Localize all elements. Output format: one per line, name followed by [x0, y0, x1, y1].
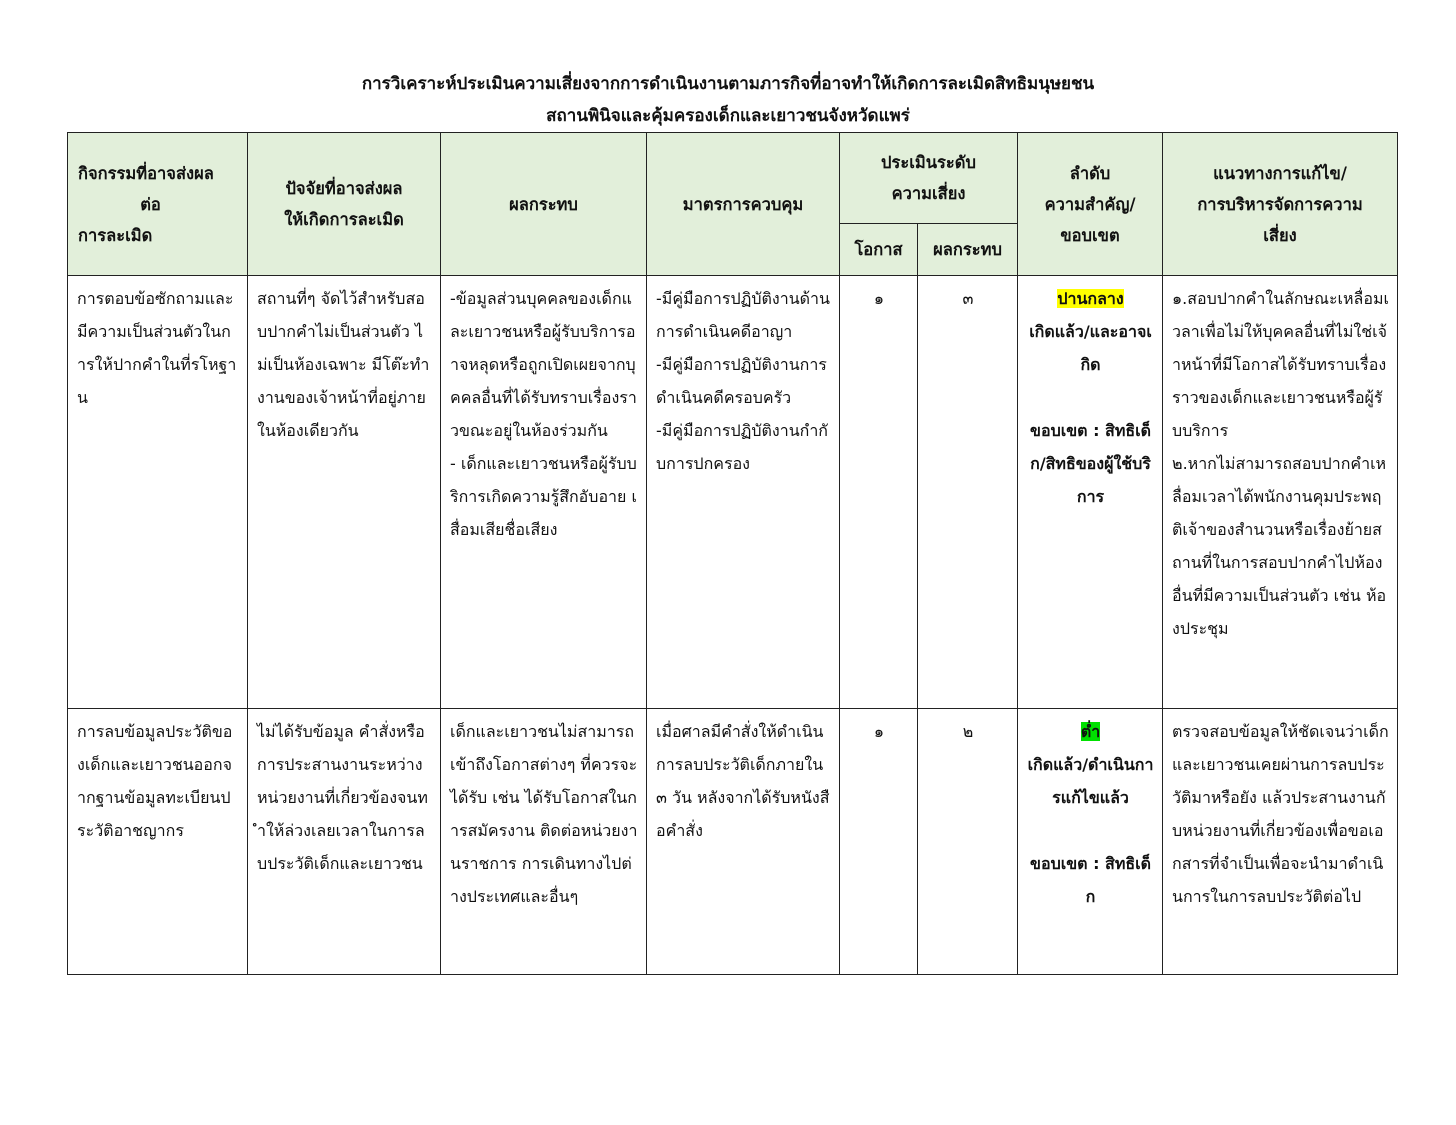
header-risk-assessment: ประเมินระดับ ความเสี่ยง — [840, 133, 1018, 224]
header-rank: ลำดับ ความสำคัญ/ ขอบเขต — [1018, 133, 1163, 276]
cell-likelihood: ๑ — [840, 709, 918, 975]
cell-likelihood: ๑ — [840, 276, 918, 709]
risk-level-badge: ปานกลาง — [1057, 289, 1124, 308]
cell-solution: ๑.สอบปากคำในลักษณะเหลื่อมเวลาเพื่อไม่ให้บุคคลอื่นที่ไม่ใช่เจ้าหน้าที่มีโอกาสได้รับทราบเรื่องราวของเด็กและเยาวชนหรือผู้รับบริการ ๒.หากไม่สามารถสอบปากคำเหลื่อมเวลาได้พนักงานคุมประพฤติเจ้าของสำนวนหรือเรื่องย้ายสถานที่ในการสอบปากคำไปห้องอื่นที่มีความเป็นส่วนตัว เช่น ห้องประชุม — [1163, 276, 1398, 709]
cell-impact: -ข้อมูลส่วนบุคคลของเด็กและเยาวชนหรือผู้รับบริการอาจหลุดหรือถูกเปิดเผยจากบุคคลอื่นที่ได้รับทราบเรื่องราวขณะอยู่ในห้องร่วมกัน - เด็กและเยาวชนหรือผู้รับบริการเกิดความรู้สึกอับอาย เสื่อมเสียชื่อเสียง — [441, 276, 647, 709]
table-row — [68, 709, 1398, 975]
header-factor: ปัจจัยที่อาจส่งผล ให้เกิดการละเมิด — [248, 133, 441, 276]
header-risk-impact: ผลกระทบ — [918, 224, 1018, 276]
document-title: การวิเคราะห์ประเมินความเสี่ยงจากการดำเนินงานตามภารกิจที่อาจทำให้เกิดการละเมิดสิทธิมนุษยชน — [361, 74, 1095, 94]
cell-rank — [1018, 709, 1163, 975]
document-subtitle: สถานพินิจและคุ้มครองเด็กและเยาวชนจังหวัดแพร่ — [546, 106, 910, 126]
risk-status: เกิดแล้ว/และอาจเกิด — [1029, 322, 1152, 374]
cell-rank — [1018, 276, 1163, 709]
risk-status: เกิดแล้ว/ดำเนินการแก้ไขแล้ว — [1027, 755, 1154, 807]
header-impact: ผลกระทบ — [441, 133, 647, 276]
risk-scope: ขอบเขต : สิทธิเด็ก — [1030, 854, 1151, 906]
cell-solution: ตรวจสอบข้อมูลให้ชัดเจนว่าเด็กและเยาวชนเคยผ่านการลบประวัติมาหรือยัง แล้วประสานงานกับหน่วยงานที่เกี่ยวข้องเพื่อขอเอกสารที่จำเป็นเพื่อจะนำมาดำเนินการในการลบประวัติต่อไป — [1163, 709, 1398, 975]
header-solution: แนวทางการแก้ไข/ การบริหารจัดการความ เสี่ยง — [1163, 133, 1398, 276]
risk-scope: ขอบเขต : สิทธิเด็ก/สิทธิของผู้ใช้บริการ — [1030, 421, 1151, 506]
cell-control: เมื่อศาลมีคำสั่งให้ดำเนินการลบประวัติเด็กภายใน ๓ วัน หลังจากได้รับหนังสือคำสั่ง — [647, 709, 840, 975]
cell-control: -มีคู่มือการปฏิบัติงานด้านการดำเนินคดีอาญา -มีคู่มือการปฏิบัติงานการดำเนินคดีครอบครัว -มีคู่มือการปฏิบัติงานกำกับการปกครอง — [647, 276, 840, 709]
cell-risk-impact: ๓ — [918, 276, 1018, 709]
cell-activity: การตอบข้อซักถามและมีความเป็นส่วนตัวในการให้ปากคำในที่รโหฐาน — [68, 276, 248, 709]
risk-assessment-table — [67, 132, 1398, 975]
cell-activity: การลบข้อมูลประวัติของเด็กและเยาวชนออกจากฐานข้อมูลทะเบียนประวัติอาชญากร — [68, 709, 248, 975]
cell-factor: ไม่ได้รับข้อมูล คำสั่งหรือการประสานงานระหว่างหน่วยงานที่เกี่ยวข้องจนทำให้ล่วงเลยเวลาในการลบประวัติเด็กและเยาวชน — [248, 709, 441, 975]
table-row — [68, 276, 1398, 709]
cell-risk-impact: ๒ — [918, 709, 1018, 975]
cell-factor: สถานที่ๆ จัดไว้สำหรับสอบปากคำไม่เป็นส่วนตัว ไม่เป็นห้องเฉพาะ มีโต๊ะทำงานของเจ้าหน้าที่อยู่ภายในห้องเดียวกัน — [248, 276, 441, 709]
header-likelihood: โอกาส — [840, 224, 918, 276]
header-activity: กิจกรรมที่อาจส่งผล ต่อ การละเมิด — [68, 133, 248, 276]
risk-level-badge: ต่ำ — [1080, 722, 1101, 741]
cell-impact: เด็กและเยาวชนไม่สามารถเข้าถึงโอกาสต่างๆ ที่ควรจะได้รับ เช่น ได้รับโอกาสในการสมัครงาน ติดต่อหน่วยงานราชการ การเดินทางไปต่างประเทศและอื่นๆ — [441, 709, 647, 975]
header-control: มาตรการควบคุม — [647, 133, 840, 276]
